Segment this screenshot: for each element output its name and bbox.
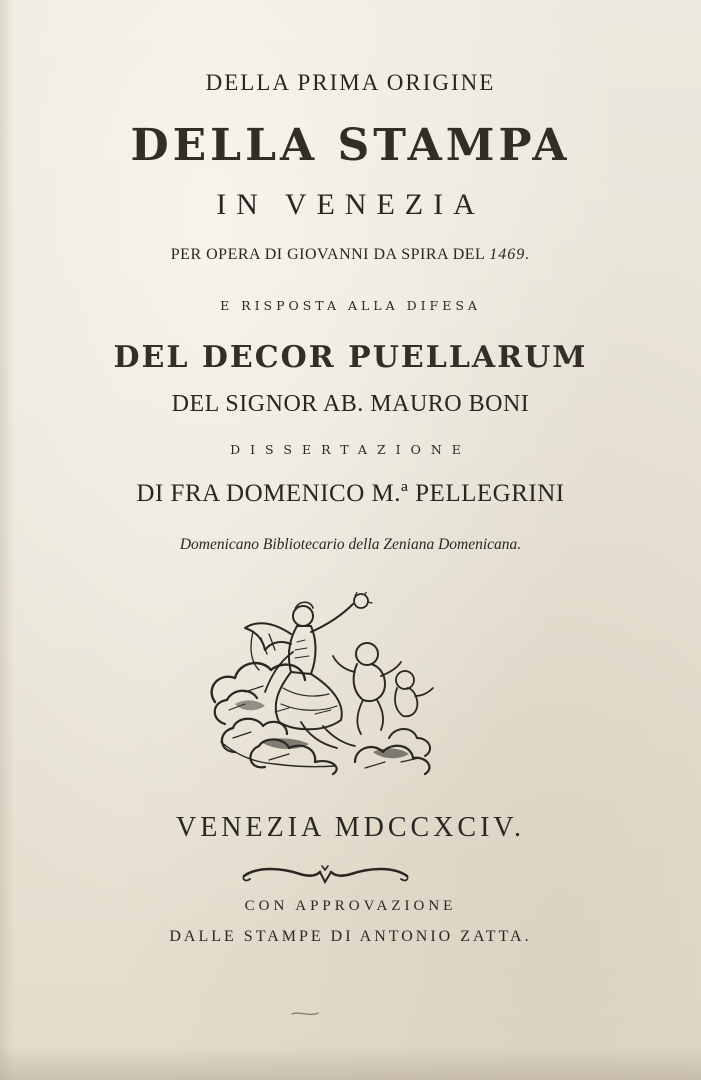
subtitle-mauro-boni: DEL SIGNOR AB. MAURO BONI: [171, 391, 530, 417]
imprint-line: VENEZIA MDCCXCIV.: [175, 812, 526, 843]
subtitle-text: PER OPERA DI GIOVANNI DA SPIRA DEL: [170, 246, 485, 263]
ink-mark-icon: [290, 1010, 320, 1018]
approval-line: CON APPROVAZIONE: [244, 898, 457, 914]
title-line-decor-puellarum: DEL DECOR PUELLARUM: [113, 340, 588, 375]
subtitle-dissertazione: DISSERTAZIONE: [230, 442, 471, 457]
subtitle-risposta: E RISPOSTA ALLA DIFESA: [220, 298, 481, 313]
author-affiliation: Domenicano Bibliotecario della Zeniana Domenicana.: [179, 536, 522, 553]
allegorical-vignette-icon: [205, 592, 440, 777]
scroll-flourish-divider-icon: [238, 860, 413, 890]
title-line-della-stampa: DELLA STAMPA: [130, 120, 571, 171]
subtitle-year: 1469.: [489, 246, 531, 263]
subtitle-giovanni-da-spira: [0, 246, 701, 264]
title-line-in-venezia: IN VENEZIA: [216, 188, 485, 221]
printer-line: DALLE STAMPE DI ANTONIO ZATTA.: [169, 928, 532, 945]
title-line-prima-origine: DELLA PRIMA ORIGINE: [205, 70, 496, 95]
author-line: DI FRA DOMENICO M.ª PELLEGRINI: [136, 480, 565, 507]
page-edge-shadow-bottom: [0, 1046, 701, 1080]
